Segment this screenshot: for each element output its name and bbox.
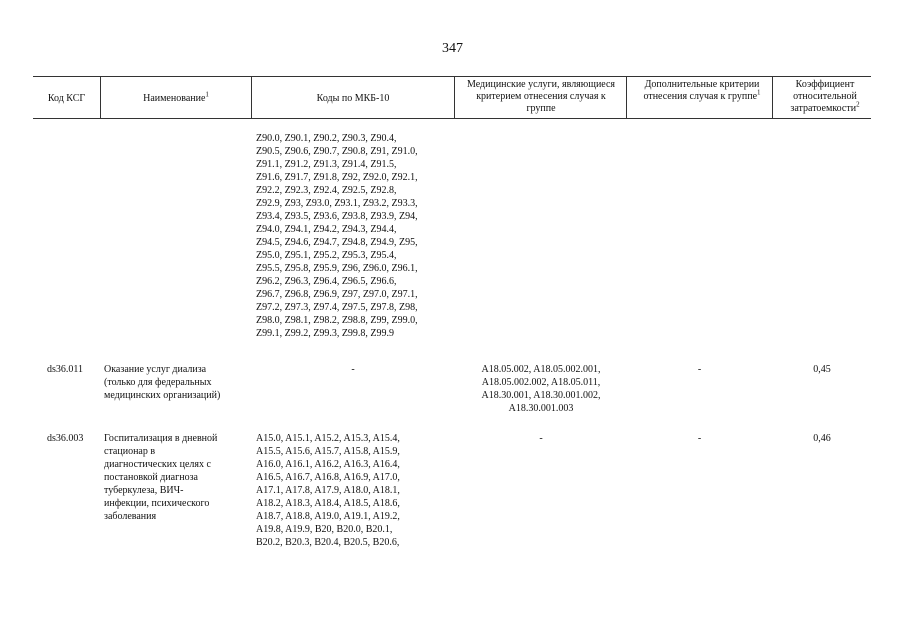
- header-coefficient: [779, 79, 871, 115]
- header-services-label: Медицинские услуги, являющиеся критерием отнесения случая к группе: [466, 79, 616, 114]
- row-1-services: A18.05.002, A18.05.002.001, A18.05.002.002, A18.05.011, A18.30.001, A18.30.001.002, A18.30.001.003: [481, 364, 601, 414]
- header-code-label: Код КСГ: [47, 93, 86, 104]
- row-2-services: -: [539, 433, 543, 444]
- header-additional-label: Дополнительные критерии отнесения случая к группе: [643, 79, 760, 102]
- row-1-name: Оказание услуг диализа (только для федеральных медицинских организаций): [104, 364, 221, 401]
- header-mkb: [252, 93, 454, 105]
- header-bottom-rule: [33, 118, 871, 119]
- header-top-rule: [33, 76, 871, 77]
- header-services: [466, 79, 616, 115]
- header-coefficient-label: Коэффициент относительной затратоемкости: [790, 79, 857, 114]
- header-additional: [640, 79, 764, 103]
- header-divider-4: [626, 76, 627, 119]
- row-2-code: ds36.003: [47, 433, 84, 444]
- row-1-mkb: -: [351, 364, 355, 375]
- header-name-label: Наименование: [143, 93, 206, 104]
- header-mkb-label: Коды по МКБ-10: [316, 93, 390, 104]
- row-2-mkb-codes: A15.0, A15.1, A15.2, A15.3, A15.4, A15.5, A15.6, A15.7, A15.8, A15.9, A16.0, A16.1, A16.2, A16.3, A16.4, A16.5, A16.7, A16.8, A16.9, A17.0, A17.1, A17.8, A17.9, A18.0, A18.1, A18.2, A18.3, A18.4, A18.5, A18.6, A18.7, A18.8, A19.0, A19.1, A19.2, A19.8, A19.9, B20, B20.0, B20.1, B20.2, B20.3, B20.4, B20.5, B20.6,: [256, 433, 400, 548]
- header-coefficient-footnote: 2: [856, 100, 860, 109]
- header-code: [33, 93, 100, 105]
- row-2-additional: -: [697, 433, 702, 444]
- header-divider-5: [772, 76, 773, 119]
- row-1-additional: -: [697, 364, 702, 375]
- row-2-name: Госпитализация в дневной стационар в диагностических целях с постановкой диагноза туберкулеза, ВИЧ- инфекции, психического заболевания: [104, 433, 218, 522]
- header-name-footnote: 1: [205, 90, 209, 99]
- header-additional-footnote: 1: [757, 88, 761, 97]
- row-1-coefficient: 0,45: [813, 364, 831, 375]
- row-1-code: ds36.011: [47, 364, 84, 375]
- header-name: [101, 90, 251, 105]
- page-number: 347: [442, 41, 463, 56]
- row-0-mkb-codes: Z90.0, Z90.1, Z90.2, Z90.3, Z90.4, Z90.5, Z90.6, Z90.7, Z90.8, Z91, Z91.0, Z91.1, Z91.2, Z91.3, Z91.4, Z91.5, Z91.6, Z91.7, Z91.8, Z92, Z92.0, Z92.1, Z92.2, Z92.3, Z92.4, Z92.5, Z92.8, Z92.9, Z93, Z93.0, Z93.1, Z93.2, Z93.3, Z93.4, Z93.5, Z93.6, Z93.8, Z93.9, Z94, Z94.0, Z94.1, Z94.2, Z94.3, Z94.4, Z94.5, Z94.6, Z94.7, Z94.8, Z94.9, Z95, Z95.0, Z95.1, Z95.2, Z95.3, Z95.4, Z95.5, Z95.8, Z95.9, Z96, Z96.0, Z96.1, Z96.2, Z96.3, Z96.4, Z96.5, Z96.6, Z96.7, Z96.8, Z96.9, Z97, Z97.0, Z97.1, Z97.2, Z97.3, Z97.4, Z97.5, Z97.8, Z98, Z98.0, Z98.1, Z98.2, Z98.8, Z99, Z99.0, Z99.1, Z99.2, Z99.3, Z99.8, Z99.9: [256, 133, 418, 339]
- header-divider-3: [454, 76, 455, 119]
- row-2-coefficient: 0,46: [813, 433, 831, 444]
